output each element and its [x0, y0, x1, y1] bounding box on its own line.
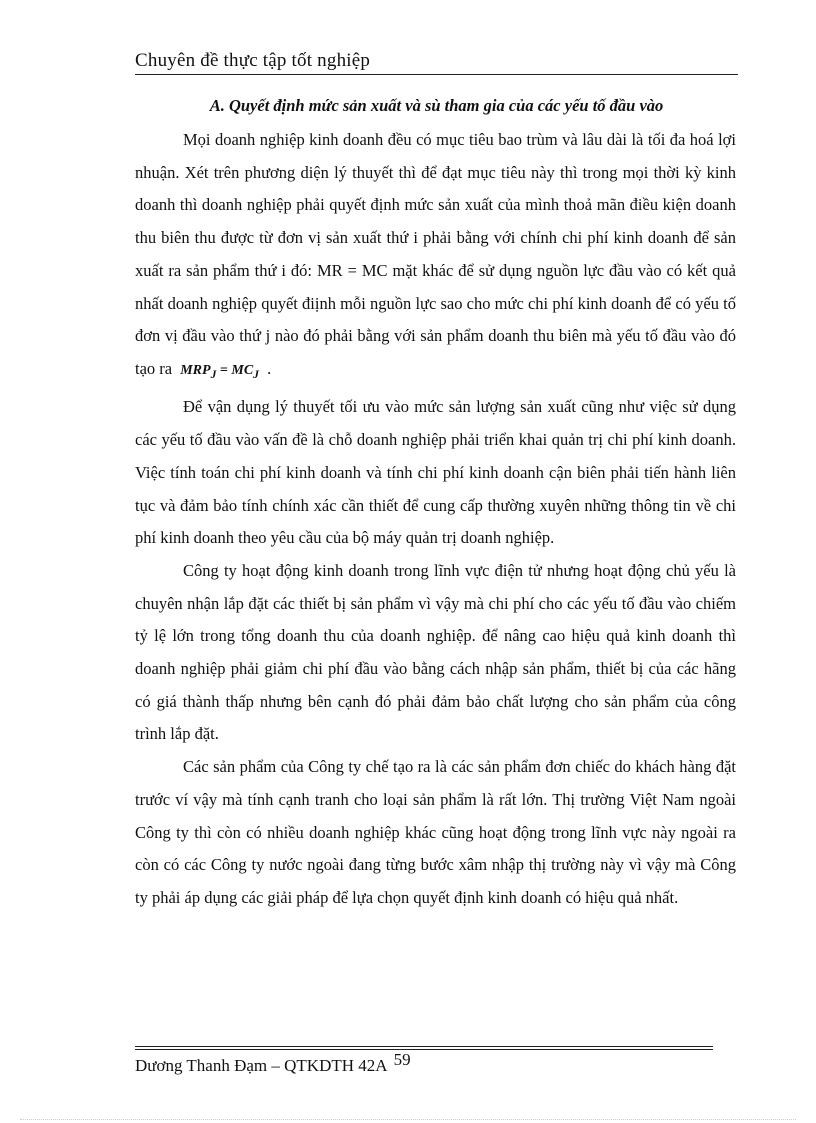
footer-rule-bottom: [135, 1049, 713, 1050]
page-bottom-divider: [20, 1119, 796, 1120]
body-text: [135, 124, 736, 915]
formula-mrp-equals-mc: [176, 362, 263, 381]
formula-equals-mc: = MC: [216, 362, 254, 378]
paragraph-2: Để vận dụng lý thuyết tối ưu vào mức sản lượng sản xuất cũng như việc sử dụng các yếu tố đầu vào vấn đề là chỗ doanh nghiệp phải triển khai quản trị chi phí kinh doanh. Việc tính toán chi phí kinh doanh và tính chi phí kinh doanh cận biên phải tiến hành liên tục và đảm bảo tính chính xác cần thiết để cung cấp thường xuyên những thông tin về chi phí kinh doanh theo yêu cầu của bộ máy quản trị doanh nghiệp.: [135, 397, 736, 548]
header-title: Chuyên đề thực tập tốt nghiệp: [135, 50, 371, 71]
paragraph-1-end: .: [267, 358, 272, 378]
paragraph-1-text: Mọi doanh nghiệp kinh doanh đều có mục tiêu bao trùm và lâu dài là tối đa hoá lợi nhuận. Xét trên phương diện lý thuyết thì để đạt mục tiêu này thì trong mọi thời kỳ kinh doanh thì doanh nghiệp phải quyết định mức sản xuất của mình thoả mãn điều kiện doanh thu biên thu được từ đơn vị sản xuất thứ i phải bằng với chính chi phí kinh doanh để sản xuất ra sản phẩm thứ i đó: MR = MC mặt khác để sử dụng nguồn lực đầu vào có kết quả nhất doanh nghiệp quyết điịnh mỗi nguồn lực sao cho mức chi phí kinh doanh để có yếu tố đơn vị đầu vào thứ j nào đó phải bằng với sản phẩm doanh thu biên mà yếu tố đầu vào đó tạo ra: [135, 130, 736, 378]
paragraph-3: Công ty hoạt động kinh doanh trong lĩnh vực điện tử nhưng hoạt động chủ yếu là chuyên nhận lắp đặt các thiết bị sản phẩm vì vậy mà chi phí cho các yếu tố đầu vào chiếm tỷ lệ lớn trong tổng doanh thu của doanh nghiệp. để nâng cao hiệu quả kinh doanh thì doanh nghiệp phải giảm chi phí đầu vào bằng cách nhập sản phẩm, thiết bị của các hãng có giá thành thấp nhưng bên cạnh đó phải đảm bảo chất lượng cho sản phẩm của công trình lắp đặt.: [135, 560, 736, 744]
page-footer: [135, 1050, 738, 1079]
formula-subscript-j: J: [210, 367, 217, 381]
paragraph-4: Các sản phẩm của Công ty chế tạo ra là các sản phẩm đơn chiếc do khách hàng đặt trước ví vậy mà tính cạnh tranh cho loại sản phẩm là rất lớn. Thị trường Việt Nam ngoài Công ty thì còn có nhiều doanh nghiệp khác cũng hoạt động trong lĩnh vực này ngoài ra còn có các Công ty nước ngoài đang từng bước xâm nhập thị trường này vì vậy mà Công ty phải áp dụng các giải pháp để lựa chọn quyết định kinh doanh có hiệu quả nhất.: [135, 757, 736, 907]
footer-author: Dương Thanh Đạm – QTKDTH 42A: [135, 1056, 388, 1075]
formula-mrp: MRP: [180, 362, 211, 378]
formula-subscript-j-2: J: [253, 367, 259, 381]
footer-rule-top: [135, 1046, 713, 1047]
footer-page-number: 59: [393, 1050, 411, 1069]
paragraph-1: [135, 124, 736, 391]
page-header: [135, 47, 738, 75]
section-heading: A. Quyết định mức sản xuất và sù tham gia của các yếu tố đầu vào: [209, 96, 664, 115]
